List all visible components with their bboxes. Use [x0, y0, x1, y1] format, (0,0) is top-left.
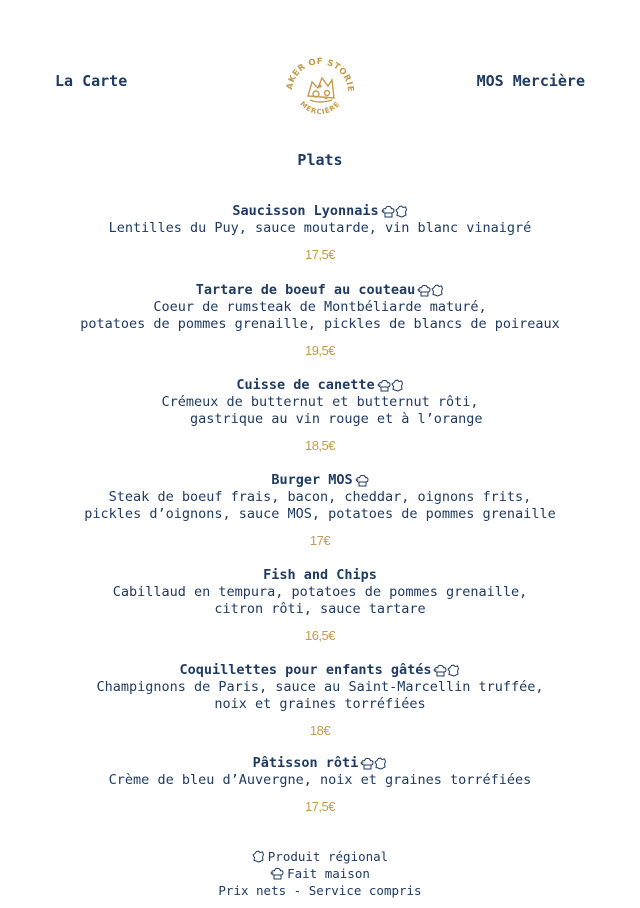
france-map-icon [374, 757, 387, 770]
dish-item [0, 282, 640, 359]
dish-description-line: Champignons de Paris, sauce au Saint-Marcellin truffée, [96, 679, 544, 695]
dish-name-text: Burger MOS [271, 472, 353, 488]
dish-name [0, 755, 640, 772]
dish-item [0, 377, 640, 454]
dish-name-text: Coquillettes pour enfants gâtés [179, 662, 432, 678]
dish-price: 18,5€ [304, 438, 336, 453]
france-map-icon [431, 284, 444, 297]
legend-regional-label: Produit régional [267, 849, 389, 864]
chef-hat-icon [381, 205, 395, 218]
dish-name [0, 472, 640, 489]
chef-hat-icon [360, 757, 374, 770]
dish-price: 17,5€ [304, 799, 336, 814]
dish-name-text: Tartare de boeuf au couteau [195, 282, 416, 298]
dish-description-line: Crémeux de butternut et butternut rôti, [161, 394, 479, 410]
mos-logo [282, 52, 358, 120]
dish-name-text: Fish and Chips [263, 567, 377, 583]
svg-text:MERCIÈRE: MERCIÈRE [298, 99, 342, 117]
dish-price: 17,5€ [304, 247, 336, 262]
header-left-title: La Carte [55, 72, 128, 90]
chef-hat-icon [355, 474, 369, 487]
dish-name-text: Pâtisson rôti [252, 755, 359, 771]
dish-description-line: citron rôti, sauce tartare [214, 601, 426, 617]
dish-price: 16,5€ [304, 628, 336, 643]
chef-hat-icon [270, 867, 284, 880]
dish-item [0, 662, 640, 739]
dish-description-line: Steak de boeuf frais, bacon, cheddar, oignons frits, [108, 489, 532, 505]
dish-description-line: gastrique au vin rouge et à l’orange [157, 411, 483, 427]
header-right-title: MOS Mercière [476, 72, 585, 90]
france-map-icon [252, 850, 265, 863]
france-map-icon [447, 664, 460, 677]
dish-item [0, 755, 640, 815]
legend-regional [0, 848, 640, 865]
dish-item [0, 567, 640, 644]
legend-fait-maison-label: Fait maison [287, 866, 370, 881]
dish-item [0, 472, 640, 549]
dish-price: 19,5€ [304, 343, 336, 358]
dish-description-line: Coeur de rumsteak de Montbéliarde maturé, [153, 299, 487, 315]
dish-price: 17€ [309, 533, 331, 548]
dish-description-line: Crème de bleu d’Auvergne, noix et graines torréfiées [108, 772, 532, 788]
dish-name-text: Saucisson Lyonnais [232, 203, 379, 219]
section-title: Plats [297, 151, 343, 169]
france-map-icon [395, 205, 408, 218]
dish-name [0, 282, 640, 299]
chef-hat-icon [417, 284, 431, 297]
dish-name [0, 662, 640, 679]
dish-price: 18€ [309, 723, 331, 738]
dish-description-line: Lentilles du Puy, sauce moutarde, vin blanc vinaigré [108, 220, 532, 236]
france-map-icon [391, 379, 404, 392]
dish-name [0, 377, 640, 394]
chef-hat-icon [433, 664, 447, 677]
dish-description-line: potatoes de pommes grenaille, pickles de blancs de poireaux [80, 316, 560, 332]
legend [0, 848, 640, 899]
dish-name [0, 567, 640, 584]
dish-item [0, 203, 640, 263]
dish-name [0, 203, 640, 220]
legend-fait-maison [0, 865, 640, 882]
dish-description-line: pickles d’oignons, sauce MOS, potatoes de pommes grenaille [84, 506, 556, 522]
svg-text:MAKER OF STORIES: AKER OF STORIE [284, 56, 356, 93]
dish-description-line: Cabillaud en tempura, potatoes de pommes grenaille, [112, 584, 528, 600]
legend-footer: Prix nets - Service compris [218, 883, 422, 898]
chef-hat-icon [377, 379, 391, 392]
dish-name-text: Cuisse de canette [236, 377, 375, 393]
dish-description-line: noix et graines torréfiées [214, 696, 426, 712]
